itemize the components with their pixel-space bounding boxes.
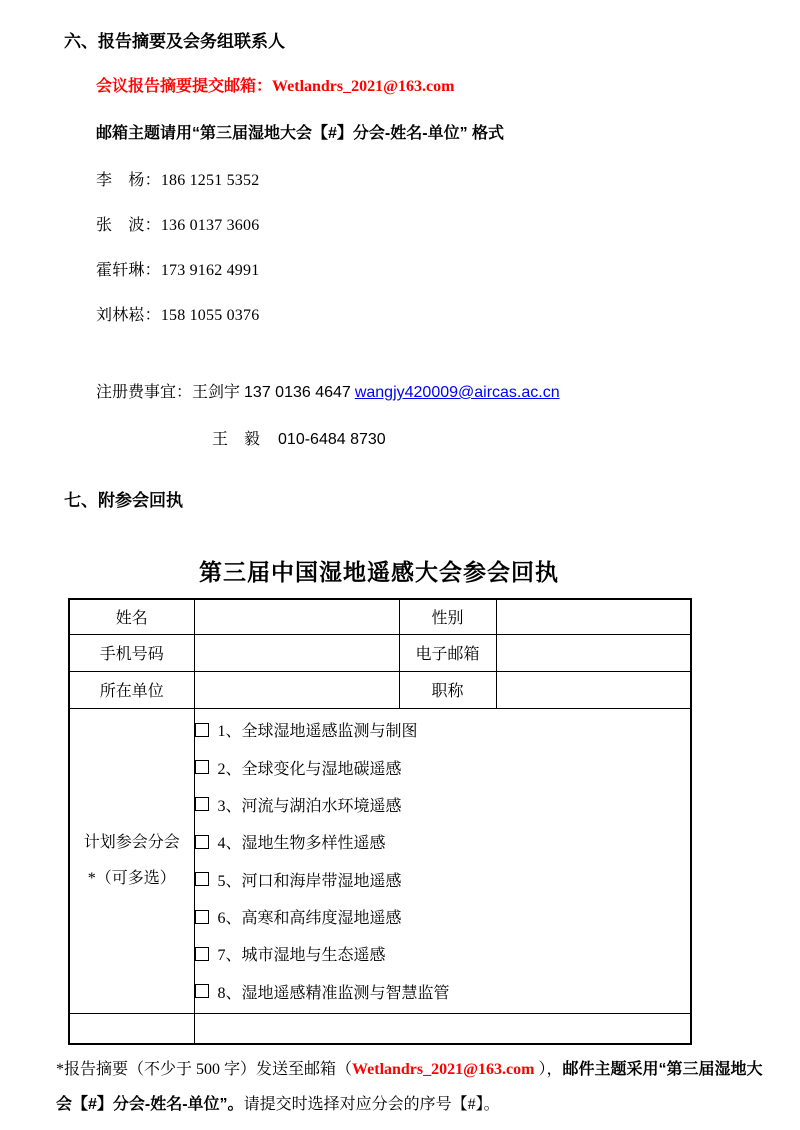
field-value-affiliation xyxy=(194,671,399,708)
session-row xyxy=(69,708,691,1013)
contact-separator: ： xyxy=(144,172,161,189)
contact-separator: ： xyxy=(144,217,161,234)
form-title: 第三届中国湿地遥感大会参会回执 xyxy=(199,560,559,585)
contact-phone: 158 1055 0376 xyxy=(160,307,260,324)
checkbox-icon xyxy=(195,872,209,886)
session-option-label: 5、河口和海岸带湿地遥感 xyxy=(217,872,402,890)
subject-format-bold: “第三届湿地大会【#】分会-姓名-单位” xyxy=(192,125,468,142)
registration-phone: 010-6484 8730 xyxy=(278,431,386,448)
section6-heading: 六、报告摘要及会务组联系人 xyxy=(64,32,285,51)
contact-name: 张 波 xyxy=(96,217,145,234)
registration-email-link[interactable]: wangjy420009@aircas.ac.cn xyxy=(354,384,560,401)
footnote-seg3: 请提交时选择对应分会的序号【#】。 xyxy=(243,1096,500,1113)
field-value-gender xyxy=(496,599,691,634)
session-option xyxy=(195,748,691,785)
section7-heading: 七、附参会回执 xyxy=(64,491,183,510)
contact-name: 霍轩琳 xyxy=(96,262,145,279)
contact-row xyxy=(96,302,259,325)
subject-prefix: 邮箱主题请用 xyxy=(96,125,193,142)
session-option xyxy=(195,861,691,898)
footnote-email: Wetlandrs_2021@163.com xyxy=(352,1061,535,1078)
field-value-mobile xyxy=(194,634,399,671)
session-option-label: 2、全球变化与湿地碳遥感 xyxy=(217,760,402,778)
subject-format-line xyxy=(96,120,504,143)
table-row xyxy=(69,671,691,708)
field-label-affiliation: 所在单位 xyxy=(69,671,194,708)
contact-row xyxy=(96,212,259,235)
session-option xyxy=(195,823,691,860)
subject-suffix: 格式 xyxy=(467,125,505,142)
session-option-label: 6、高寒和高纬度湿地遥感 xyxy=(217,910,402,928)
registration-row xyxy=(96,379,560,402)
checkbox-icon xyxy=(195,797,209,811)
field-value-name xyxy=(194,599,399,634)
reply-form-table xyxy=(68,598,692,1045)
contact-separator: ： xyxy=(144,262,161,279)
footnote xyxy=(56,1052,766,1122)
session-option-label: 7、城市湿地与生态遥感 xyxy=(217,947,386,965)
submit-email-label: 会议报告摘要提交邮箱： xyxy=(96,78,273,95)
session-option xyxy=(195,898,691,935)
field-label-email: 电子邮箱 xyxy=(399,634,496,671)
footnote-seg1: *报告摘要（不少于 500 字）发送至邮箱（ xyxy=(56,1061,353,1078)
session-option xyxy=(195,973,691,1010)
field-value-email xyxy=(496,634,691,671)
registration-label: 注册费事宜： xyxy=(96,384,193,401)
registration-contact-name: 王 毅 xyxy=(212,431,261,448)
footnote-subject-format: 邮件主题采用“第三届湿地大会【#】分会-姓名-单位”。 xyxy=(56,1061,763,1113)
contact-phone: 186 1251 5352 xyxy=(160,172,260,189)
registration-contact-name: 王剑宇 xyxy=(192,384,241,401)
session-label-line1: 计划参会分会 xyxy=(83,833,180,851)
empty-cell xyxy=(69,1013,194,1044)
field-label-name: 姓名 xyxy=(69,599,194,634)
session-option xyxy=(195,935,691,972)
session-label-cell xyxy=(69,708,194,1013)
checkbox-icon xyxy=(195,760,209,774)
submit-email-address: Wetlandrs_2021@163.com xyxy=(272,78,455,95)
registration-row-alt xyxy=(212,426,386,449)
session-option xyxy=(195,786,691,823)
contact-row xyxy=(96,167,259,190)
checkbox-icon xyxy=(195,835,209,849)
contact-separator: ： xyxy=(144,307,161,324)
submit-email-line xyxy=(96,73,454,96)
session-options-cell xyxy=(194,708,691,1013)
field-label-mobile: 手机号码 xyxy=(69,634,194,671)
table-row-empty xyxy=(69,1013,691,1044)
field-value-title xyxy=(496,671,691,708)
session-option-label: 8、湿地遥感精准监测与智慧监管 xyxy=(217,984,450,1002)
table-row xyxy=(69,599,691,634)
session-option-label: 4、湿地生物多样性遥感 xyxy=(217,835,386,853)
session-option-label: 3、河流与湖泊水环境遥感 xyxy=(217,797,402,815)
checkbox-icon xyxy=(195,723,209,737)
registration-phone: 137 0136 4647 xyxy=(244,384,351,401)
checkbox-icon xyxy=(195,984,209,998)
field-label-title: 职称 xyxy=(399,671,496,708)
empty-cell xyxy=(194,1013,691,1044)
footnote-seg2: ）， xyxy=(534,1061,563,1078)
session-label-line2: *（可多选） xyxy=(87,869,176,887)
contact-name: 刘林崧 xyxy=(96,307,145,324)
contact-phone: 136 0137 3606 xyxy=(160,217,260,234)
contact-phone: 173 9162 4991 xyxy=(160,262,260,279)
session-option-label: 1、全球湿地遥感监测与制图 xyxy=(217,723,418,741)
checkbox-icon xyxy=(195,910,209,924)
contact-row xyxy=(96,257,259,280)
field-label-gender: 性别 xyxy=(399,599,496,634)
checkbox-icon xyxy=(195,947,209,961)
contact-name: 李 杨 xyxy=(96,172,145,189)
table-row xyxy=(69,634,691,671)
session-option xyxy=(195,711,691,748)
